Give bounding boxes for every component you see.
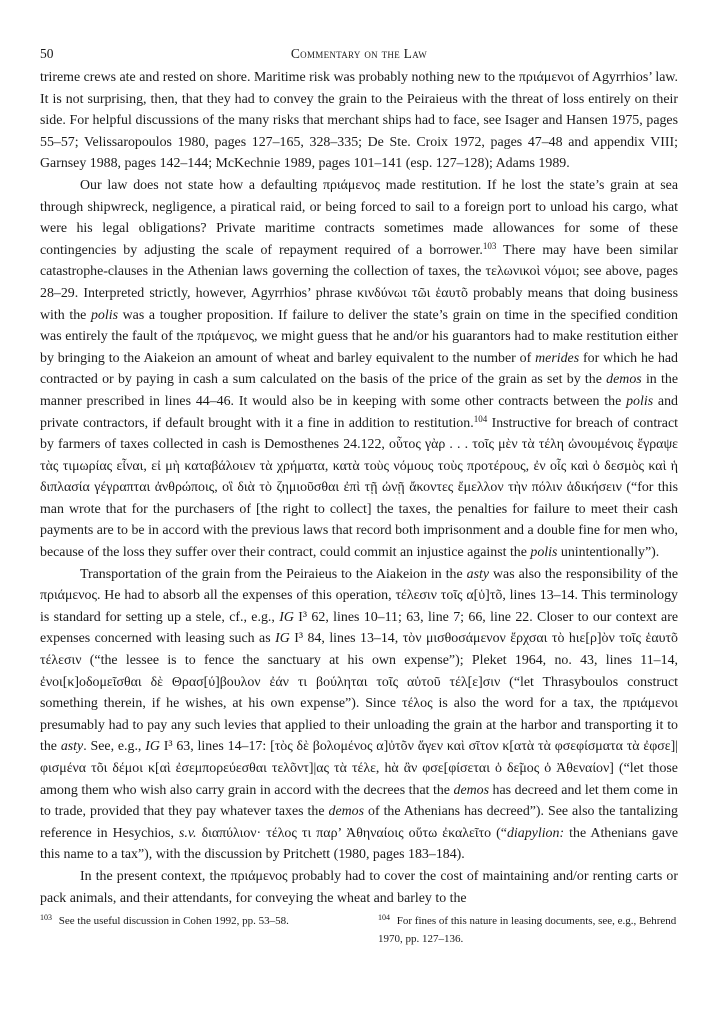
page-header [40, 46, 678, 62]
paragraph [40, 564, 678, 866]
text-run: is also the word for a tax, the [432, 696, 623, 712]
page-number: 50 [40, 46, 54, 61]
italic-text: demos [328, 804, 365, 820]
text-run: made restitution. If he lost the state’s grain at sea through shipwreck, negligence, a piratical raid, or being forced to sail to a foreign port to unload his cargo, what were his legal obligations? Private maritime contracts sometimes made allowances for some of these contingencies by adjusting the scale of repayment required of a borrower. [40, 177, 678, 258]
italic-text: IG [275, 631, 290, 647]
footnote-ref: 103 [482, 240, 497, 251]
text-run: (“ [491, 825, 507, 841]
text-run: πριάμενος [322, 177, 380, 193]
text-run: πριάμενοι [622, 696, 679, 712]
text-run: I³ 63, lines 14–17: [159, 739, 271, 755]
italic-text: diapylion: [506, 825, 565, 841]
text-run: in the manner prescribed in lines 44–46. It would also be in keeping with some other contracts between the [40, 372, 678, 409]
italic-text: polis [530, 545, 558, 561]
running-head: Commentary on the Law [290, 46, 428, 61]
text-run: Instructive for breach of contract by farmers of taxes collected in cash is Demosthenes 24.122, [40, 415, 678, 453]
italic-text: asty [60, 739, 84, 755]
text-run: πριάμενος [230, 868, 288, 884]
footnote [40, 912, 340, 948]
italic-text: IG [279, 609, 294, 625]
italic-text: s.v. [179, 825, 197, 841]
text-run: presumably had to pay any such levies that applied to their unloading the grain at the harbor and transporting it to the [40, 717, 678, 755]
text-run: . He had to absorb all the expenses of this operation, [96, 588, 396, 604]
text-run: I³ 84, lines 13–14, [289, 631, 403, 647]
text-run: οὗτος γὰρ . . . τοῖς μὲν τὰ τέλη ὠνουμένοις ἔγραψε τὰς τιμωρίας εἶναι, εἰ μὴ καταβάλοιεν τὰ χρήματα, κατὰ τοὺς νόμους τοὺς προτέρους, ἐν οἷς καὶ ὁ δεσμὸς καὶ ἡ διπλασία γέγραπται ἀνθρώποις, οἳ διὰ τὸ ζημιοῦσθαι ἐπὶ τῇ ὠνῇ ἄκοντες ἔμελλον τὴν πόλιν ἀδικήσειν [40, 437, 678, 496]
text-run: has decreed and let them come in to trade, provided that they pay whatever taxes the [40, 782, 678, 820]
italic-text: asty [466, 566, 490, 582]
italic-text: demos [453, 782, 489, 798]
text-run: Our law does not state how a defaulting [80, 177, 323, 193]
italic-text: polis [626, 393, 654, 409]
text-run: probably means that doing business with the [40, 285, 678, 323]
footnote-number: 103 [40, 913, 52, 922]
italic-text: IG [145, 739, 160, 755]
text-run: [τὸς δὲ βολομένος α]ὐτõν ἄγεν καὶ σῖτον κ[ατὰ τὰ φσεφίσματα τὰ ἐφσε]|φισμένα τõι δέμοι κ[αὶ ἐσεμπορεύεσθαι τελõντ]|ας τὰ τέλε, hὰ ἂν φσε[φίσεται ὁ δε̃μος ὁ Ἀθεναίον] [40, 739, 678, 776]
italic-text: polis [90, 307, 118, 323]
footnote [378, 912, 678, 948]
text-run: ; see above, pages 28–29. Interpreted strictly, however, Agyrrhios’ phrase [40, 264, 678, 301]
text-run: , lines 13–14. This terminology is standard for setting up a stele, cf., e.g., [40, 588, 678, 625]
text-run: (“let those among them who wish also carry grain in accord with the decrees that the [40, 761, 678, 798]
footnote-ref: 104 [473, 413, 488, 424]
footnote-number: 104 [378, 913, 390, 922]
text-run: for which he had contracted or by paying in cash a sum calculated on the basis of the price of the grain as set by the [40, 350, 679, 388]
text-run: and private contractors, if default brought with it a fine in addition to restitution. [40, 393, 678, 431]
footnote-text: For fines of this nature in leasing documents, see, e.g., Behrend 1970, pp. 127–136. [378, 915, 677, 945]
text-run: trireme crews ate and rested on shore. Maritime risk was probably nothing new to the [40, 70, 519, 85]
text-run: was a tougher proposition. If failure to deliver the state’s grain on time in the specified condition was entirely the fault of the [40, 307, 678, 345]
text-run: Transportation of the grain from the Peiraieus to the Aiakeion in the [80, 566, 467, 582]
text-run: of the Athenians has decreed”). See also the tantalizing reference in Hesychios, [40, 804, 679, 841]
paragraph [40, 67, 678, 175]
text-run: τὸν μισθοσάμενον ἔρχσαι τὸ hιε[ρ]ὸν τοῖς ἑαυτõ τέλεσιν [40, 631, 679, 669]
italic-text: merides [535, 350, 580, 366]
text-run: τελωνικοὶ νόμοι [485, 264, 576, 280]
text-run: probably had to cover the cost of maintaining and/or renting carts or pack animals, and their attendants, for conveying the wheat and barley to the [40, 868, 678, 906]
text-run: τέλεσιν τοῖς α[ὑ]τõ [395, 588, 503, 604]
text-run: the Athenians gave this name to a tax”), with the discussion by Pritchett (1980, pages 183–184). [40, 825, 679, 863]
text-run: πριάμενος [197, 329, 255, 345]
text-run: was also the responsibility of the [489, 566, 678, 582]
footnotes [40, 912, 678, 948]
text-run: τέλος [402, 696, 433, 712]
paragraph [40, 866, 678, 909]
italic-text: demos [606, 372, 642, 388]
text-run: (“for this man wrote that for the purchasers of [the right to collect] the taxes, the penalties for failure to meet their cash payments are to be in accord with the previous laws that record both imprisonment and a double fine for men who, because of the loss they suffer over their contract, could commit an injustice against the [40, 480, 678, 561]
text-run: unintentionally”). [557, 545, 660, 561]
text-run: In the present context, the [80, 868, 231, 884]
text-run: ἐνοι[κ]οδομεῖσθαι δὲ Θρασ[ύ]βουλον ἐάν τι βούληται τοῖς αὑτοῦ τέλ[ε]σιν [40, 674, 501, 690]
text-run: There may have been similar catastrophe-clauses in the Athenian laws governing the collection of taxes, the [40, 242, 678, 280]
text-run: πριάμενοι [518, 70, 575, 85]
footnote-text: See the useful discussion in Cohen 1992, pp. 53–58. [58, 915, 289, 927]
text-run: πριάμενος [40, 588, 97, 604]
text-run: κινδύνωι τῶι ἑαυτõ [357, 285, 468, 301]
text-run: . See, e.g., [83, 739, 146, 755]
paragraph [40, 175, 678, 564]
text-run: , we might guess that he and/or his guarantors had to make restitution either by bringing to the Aiakeion an amount of wheat and barley equivalent to the number of [40, 329, 678, 366]
text-run: of Agyrrhios’ law. It is not surprising, then, that they had to convey the grain to the Peiraieus with the threat of loss entirely on their side. For helpful discussions of the many risks that merchant ships had to face, see Isager and Hansen 1975, pages 55–57; Velissaropoulos 1980, pages 127–165, 328–335; De Ste. Croix 1972, pages 47–48 and appendix VIII; Garnsey 1988, pages 142–144; McKechnie 1989, pages 101–141 (esp. 127–128); Adams 1989. [40, 70, 678, 172]
text-run: (“let Thrasyboulos construct something therein, if he wishes, at his own expense”). Since [40, 674, 678, 712]
text-run: I³ 62, lines 10–11; 63, line 7; 66, line 22. Closer to our context are expenses concerned with leasing such as [40, 609, 679, 647]
text-run: διαπύλιον· τέλος τι παρ’ Ἀθηναίοις οὕτω ἐκαλεῖτο [201, 825, 492, 841]
body-text [40, 67, 678, 909]
text-run: (“the lessee is to fence the sanctuary at his own expense”); Pleket 1964, no. 43, lines 11–14, [81, 653, 678, 669]
